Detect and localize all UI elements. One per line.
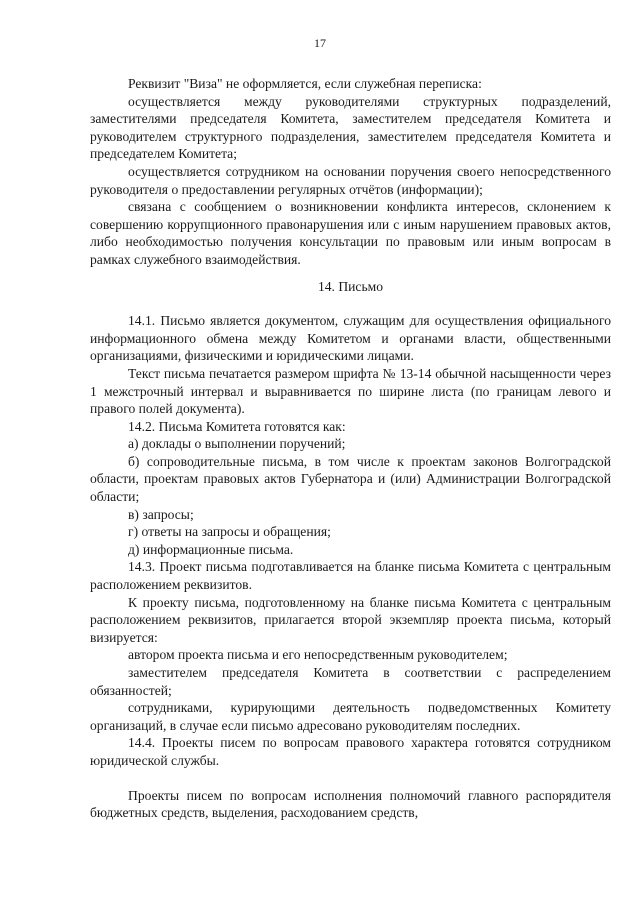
list-item: а) доклады о выполнении поручений; (128, 436, 346, 452)
document-body (90, 75, 611, 822)
paragraph: Реквизит "Виза" не оформляется, если служебная переписка: (128, 76, 482, 91)
paragraph: Текст письма печатается размером шрифта № 13-14 обычной насыщенности через 1 межстрочный интервал и выравнивается по ширине листа (по границам левого и правого полей документа). (90, 365, 611, 417)
list-item: автором проекта письма и его непосредственным руководителем; (128, 647, 508, 663)
list-item: заместителем председателя Комитета в соответствии с распределением обязанностей; (90, 665, 611, 698)
list-item: б) сопроводительные письма, в том числе к проектам законов Волгоградской области, проектам правовых актов Губернатора и (или) Администрации Волгоградской области; (90, 453, 611, 505)
list-item: г) ответы на запросы и обращения; (128, 524, 331, 540)
paragraph: 14.3. Проект письма подготавливается на бланке письма Комитета с центральным расположением реквизитов. (90, 559, 611, 593)
paragraph: К проекту письма, подготовленному на бланке письма Комитета с центральным расположением реквизитов, прилагается второй экземпляр проекта письма, который визируется: (90, 594, 611, 645)
paragraph: 14.2. Письма Комитета готовятся как: (128, 418, 346, 434)
list-item: д) информационные письма. (128, 541, 294, 557)
paragraph: осуществляется между руководителями структурных подразделений, заместителями председателя Комитета, заместителем председателя Комитета и руководителем структурного подразделения, заместителем председателя Комитета и председателем Комитета; (90, 93, 611, 162)
list-item: в) запросы; (128, 506, 194, 522)
paragraph: связана с сообщением о возникновении конфликта интересов, склонением к совершению коррупционного правонарушения или с иным нарушением правовых актов, либо необходимостью получения консультации по правовым или иным вопросам в рамках служебного взаимодействия. (90, 199, 611, 267)
page-number: 17 (314, 36, 326, 50)
paragraph: осуществляется сотрудником на основании поручения своего непосредственного руководителя о предоставлении регулярных отчётов (информации); (90, 163, 611, 197)
paragraph: 14.4. Проекты писем по вопросам правового характера готовятся сотрудником юридической службы. (90, 735, 611, 768)
list-item: сотрудниками, курирующими деятельность подведомственных Комитету организаций, в случае если письмо адресовано руководителям последних. (90, 700, 611, 733)
paragraph: Проекты писем по вопросам исполнения полномочий главного распорядителя бюджетных средств, выделения, расходованием средств, (90, 787, 611, 821)
section-heading: 14. Письмо (317, 278, 384, 294)
paragraph: 14.1. Письмо является документом, служащим для осуществления официального информационного обмена между Комитетом и органами власти, общественными организациями, физическими и юридическими лицами. (90, 313, 611, 364)
